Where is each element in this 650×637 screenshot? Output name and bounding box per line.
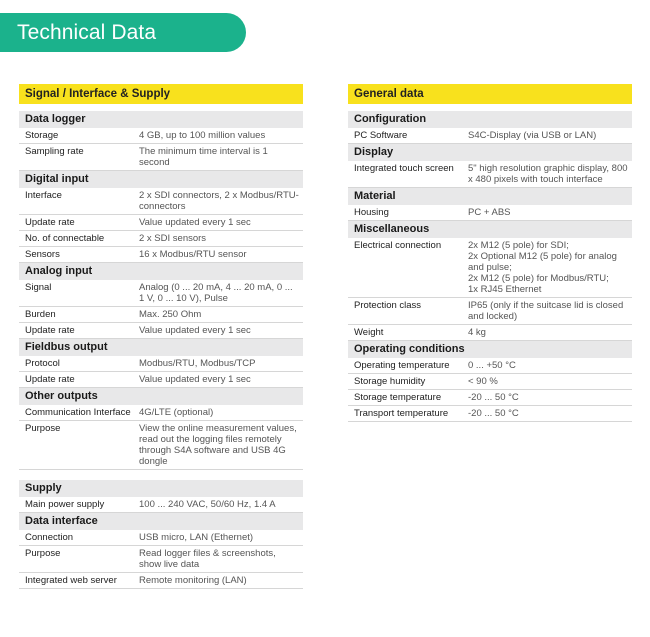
spec-row xyxy=(348,298,632,325)
spec-label: Sensors xyxy=(25,249,60,260)
spec-value: 16 x Modbus/RTU sensor xyxy=(139,249,247,260)
panel-header: Signal / Interface & Supply xyxy=(19,84,303,104)
section-header: Data logger xyxy=(19,111,303,128)
panel-header: General data xyxy=(348,84,632,104)
section-gap xyxy=(19,470,303,480)
spec-label: Main power supply xyxy=(25,499,105,510)
spec-row xyxy=(19,188,303,215)
spec-value: Max. 250 Ohm xyxy=(139,309,202,320)
spec-row xyxy=(348,238,632,298)
spec-label: Communication Interface xyxy=(25,407,131,418)
spec-row xyxy=(19,307,303,323)
spec-value: PC + ABS xyxy=(468,207,511,218)
spec-row xyxy=(19,421,303,470)
spec-row xyxy=(348,374,632,390)
spec-label: Protocol xyxy=(25,358,60,369)
section-header: Operating conditions xyxy=(348,341,632,358)
spec-label: Connection xyxy=(25,532,74,543)
spec-value: View the online measurement values, read out the logging files remotely through S4A software and USB 4G dongle xyxy=(139,423,297,467)
title-banner xyxy=(0,13,246,52)
spec-label: Electrical connection xyxy=(354,240,442,251)
spec-value: 2 x SDI sensors xyxy=(139,233,207,244)
spec-row xyxy=(19,144,303,171)
section-header: Configuration xyxy=(348,111,632,128)
spec-row xyxy=(348,205,632,221)
spec-row xyxy=(348,161,632,188)
spec-row xyxy=(348,406,632,422)
spec-label: Storage xyxy=(25,130,59,141)
spec-label: Burden xyxy=(25,309,56,320)
spec-row xyxy=(19,247,303,263)
spec-row xyxy=(19,497,303,513)
spec-label: Integrated touch screen xyxy=(354,163,454,174)
spec-value: 4 GB, up to 100 million values xyxy=(139,130,266,141)
section-header: Other outputs xyxy=(19,388,303,405)
spec-row xyxy=(348,128,632,144)
spec-label: Purpose xyxy=(25,548,61,559)
spec-row xyxy=(19,356,303,372)
spec-label: Protection class xyxy=(354,300,422,311)
spec-label: No. of connectable xyxy=(25,233,105,244)
spec-value: IP65 (only if the suitcase lid is closed and locked) xyxy=(468,300,624,322)
spec-value: Read logger files & screenshots, show live data xyxy=(139,548,276,570)
spec-value: 0 ... +50 °C xyxy=(468,360,516,371)
spec-row xyxy=(19,215,303,231)
spec-label: Sampling rate xyxy=(25,146,84,157)
spec-label: PC Software xyxy=(354,130,408,141)
spec-label: Update rate xyxy=(25,374,75,385)
section-header: Display xyxy=(348,144,632,161)
spec-row xyxy=(19,128,303,144)
spec-row xyxy=(19,280,303,307)
spec-row xyxy=(348,390,632,406)
spec-row xyxy=(19,372,303,388)
signal-interface-supply-panel xyxy=(19,84,303,589)
spec-value: 2 x SDI connectors, 2 x Modbus/RTU-connectors xyxy=(139,190,299,212)
spec-value: 2x M12 (5 pole) for SDI; 2x Optional M12 (5 pole) for analog and pulse; 2x M12 (5 pole) for Modbus/RTU; 1x RJ45 Ethernet xyxy=(468,240,617,295)
section-header: Fieldbus output xyxy=(19,339,303,356)
section-header: Digital input xyxy=(19,171,303,188)
spec-label: Storage temperature xyxy=(354,392,442,403)
spec-value: Analog (0 ... 20 mA, 4 ... 20 mA, 0 ... 1 V, 0 ... 10 V), Pulse xyxy=(139,282,293,304)
page-title: Technical Data xyxy=(17,21,157,44)
general-data-panel xyxy=(348,84,632,422)
spec-label: Storage humidity xyxy=(354,376,426,387)
spec-label: Transport temperature xyxy=(354,408,449,419)
spec-row xyxy=(19,573,303,589)
spec-value: Remote monitoring (LAN) xyxy=(139,575,247,586)
spec-value: 100 ... 240 VAC, 50/60 Hz, 1.4 A xyxy=(139,499,276,510)
spec-value: Value updated every 1 sec xyxy=(139,325,251,336)
spec-value: < 90 % xyxy=(468,376,498,387)
spec-row xyxy=(19,231,303,247)
spec-label: Operating temperature xyxy=(354,360,450,371)
spec-label: Weight xyxy=(354,327,384,338)
spec-value: Value updated every 1 sec xyxy=(139,217,251,228)
spec-value: -20 ... 50 °C xyxy=(468,392,519,403)
spec-row xyxy=(19,530,303,546)
spec-row xyxy=(348,325,632,341)
spec-value: -20 ... 50 °C xyxy=(468,408,519,419)
spec-value: S4C-Display (via USB or LAN) xyxy=(468,130,597,141)
spec-value: USB micro, LAN (Ethernet) xyxy=(139,532,254,543)
section-header: Miscellaneous xyxy=(348,221,632,238)
spec-label: Interface xyxy=(25,190,62,201)
spec-row xyxy=(19,323,303,339)
section-header: Analog input xyxy=(19,263,303,280)
section-header: Data interface xyxy=(19,513,303,530)
spec-row xyxy=(348,358,632,374)
section-header: Supply xyxy=(19,480,303,497)
spec-label: Update rate xyxy=(25,217,75,228)
spec-row xyxy=(19,546,303,573)
spec-value: The minimum time interval is 1 second xyxy=(139,146,268,168)
spec-label: Housing xyxy=(354,207,389,218)
spec-label: Purpose xyxy=(25,423,61,434)
section-header: Material xyxy=(348,188,632,205)
spec-value: 4G/LTE (optional) xyxy=(139,407,214,418)
spec-value: 5" high resolution graphic display, 800 x 480 pixels with touch interface xyxy=(468,163,628,185)
spec-value: 4 kg xyxy=(468,327,486,338)
spec-value: Modbus/RTU, Modbus/TCP xyxy=(139,358,256,369)
spec-row xyxy=(19,405,303,421)
spec-label: Signal xyxy=(25,282,52,293)
spec-label: Update rate xyxy=(25,325,75,336)
spec-value: Value updated every 1 sec xyxy=(139,374,251,385)
spec-label: Integrated web server xyxy=(25,575,117,586)
